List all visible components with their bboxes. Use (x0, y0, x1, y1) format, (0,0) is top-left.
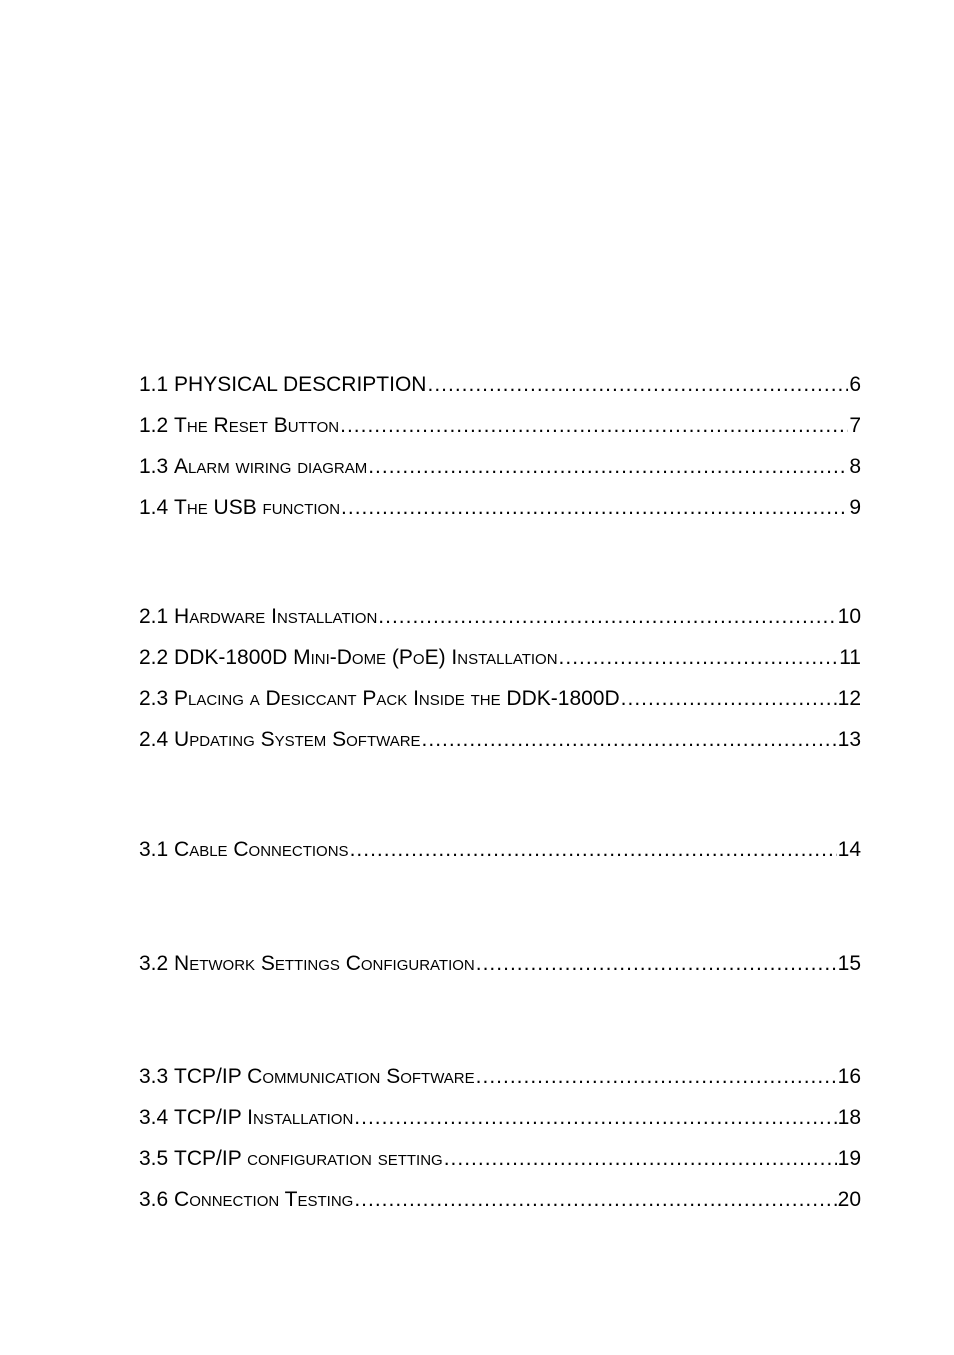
section-title: The USB function (174, 496, 341, 519)
page-number: 6 (849, 373, 861, 396)
section-title: Cable Connections (174, 838, 349, 861)
page-number: 15 (837, 952, 861, 975)
page-number: 13 (837, 728, 861, 751)
dot-leader (350, 836, 837, 864)
section-number: 1.4 (139, 496, 175, 519)
section-number: 2.1 (139, 605, 175, 628)
section-number: 2.3 (139, 687, 175, 710)
dot-leader (340, 412, 848, 440)
section-title: Connection Testing (174, 1188, 354, 1211)
dot-leader (427, 371, 848, 399)
page-number: 20 (837, 1188, 861, 1211)
section-number: 2.2 (139, 646, 175, 669)
toc-entry[interactable] (139, 412, 861, 440)
toc-entry[interactable] (139, 644, 861, 672)
section-title: Network Settings Configuration (174, 952, 475, 975)
toc-entry[interactable] (139, 950, 861, 978)
section-number: 1.3 (139, 455, 175, 478)
toc-entry[interactable] (139, 453, 861, 481)
page-number: 10 (837, 605, 861, 628)
toc-entry[interactable] (139, 836, 861, 864)
dot-leader (378, 603, 836, 631)
section-title: TCP/IP configuration setting (174, 1147, 443, 1170)
toc-entry[interactable] (139, 1104, 861, 1132)
dot-leader (354, 1186, 836, 1214)
section-number: 3.4 (139, 1106, 175, 1129)
dot-leader (341, 494, 848, 522)
page-number: 14 (837, 838, 861, 861)
page-number: 19 (837, 1147, 861, 1170)
section-title: DDK-1800D Mini-Dome (PoE) Installation (174, 646, 558, 669)
dot-leader (354, 1104, 836, 1132)
dot-leader (476, 1063, 837, 1091)
section-title: Hardware Installation (174, 605, 378, 628)
section-title: TCP/IP Communication Software (174, 1065, 475, 1088)
toc-entry[interactable] (139, 494, 861, 522)
dot-leader (559, 644, 839, 672)
toc-entry[interactable] (139, 1063, 861, 1091)
toc-entry[interactable] (139, 1186, 861, 1214)
section-number: 3.6 (139, 1188, 175, 1211)
dot-leader (476, 950, 837, 978)
section-number: 3.3 (139, 1065, 175, 1088)
page-number: 9 (849, 496, 861, 519)
toc-entry[interactable] (139, 371, 861, 399)
toc-entry[interactable] (139, 685, 861, 713)
dot-leader (422, 726, 837, 754)
page-number: 7 (849, 414, 861, 437)
toc-entry[interactable] (139, 726, 861, 754)
section-title: PHYSICAL DESCRIPTION (174, 373, 427, 396)
section-title: TCP/IP Installation (174, 1106, 354, 1129)
section-number: 2.4 (139, 728, 175, 751)
section-title: The Reset Button (174, 414, 340, 437)
page-number: 11 (839, 646, 861, 669)
dot-leader (368, 453, 848, 481)
section-number: 3.5 (139, 1147, 175, 1170)
toc-entry[interactable] (139, 1145, 861, 1173)
page-number: 16 (837, 1065, 861, 1088)
section-title: Updating System Software (174, 728, 421, 751)
section-title: Placing a Desiccant Pack Inside the DDK-1800D (174, 687, 620, 710)
dot-leader (444, 1145, 837, 1173)
section-number: 1.1 (139, 373, 175, 396)
section-number: 3.1 (139, 838, 175, 861)
dot-leader (621, 685, 837, 713)
page-number: 12 (837, 687, 861, 710)
section-title: Alarm wiring diagram (174, 455, 368, 478)
page-number: 8 (849, 455, 861, 478)
section-number: 3.2 (139, 952, 175, 975)
toc-entry[interactable] (139, 603, 861, 631)
section-number: 1.2 (139, 414, 175, 437)
page-number: 18 (837, 1106, 861, 1129)
